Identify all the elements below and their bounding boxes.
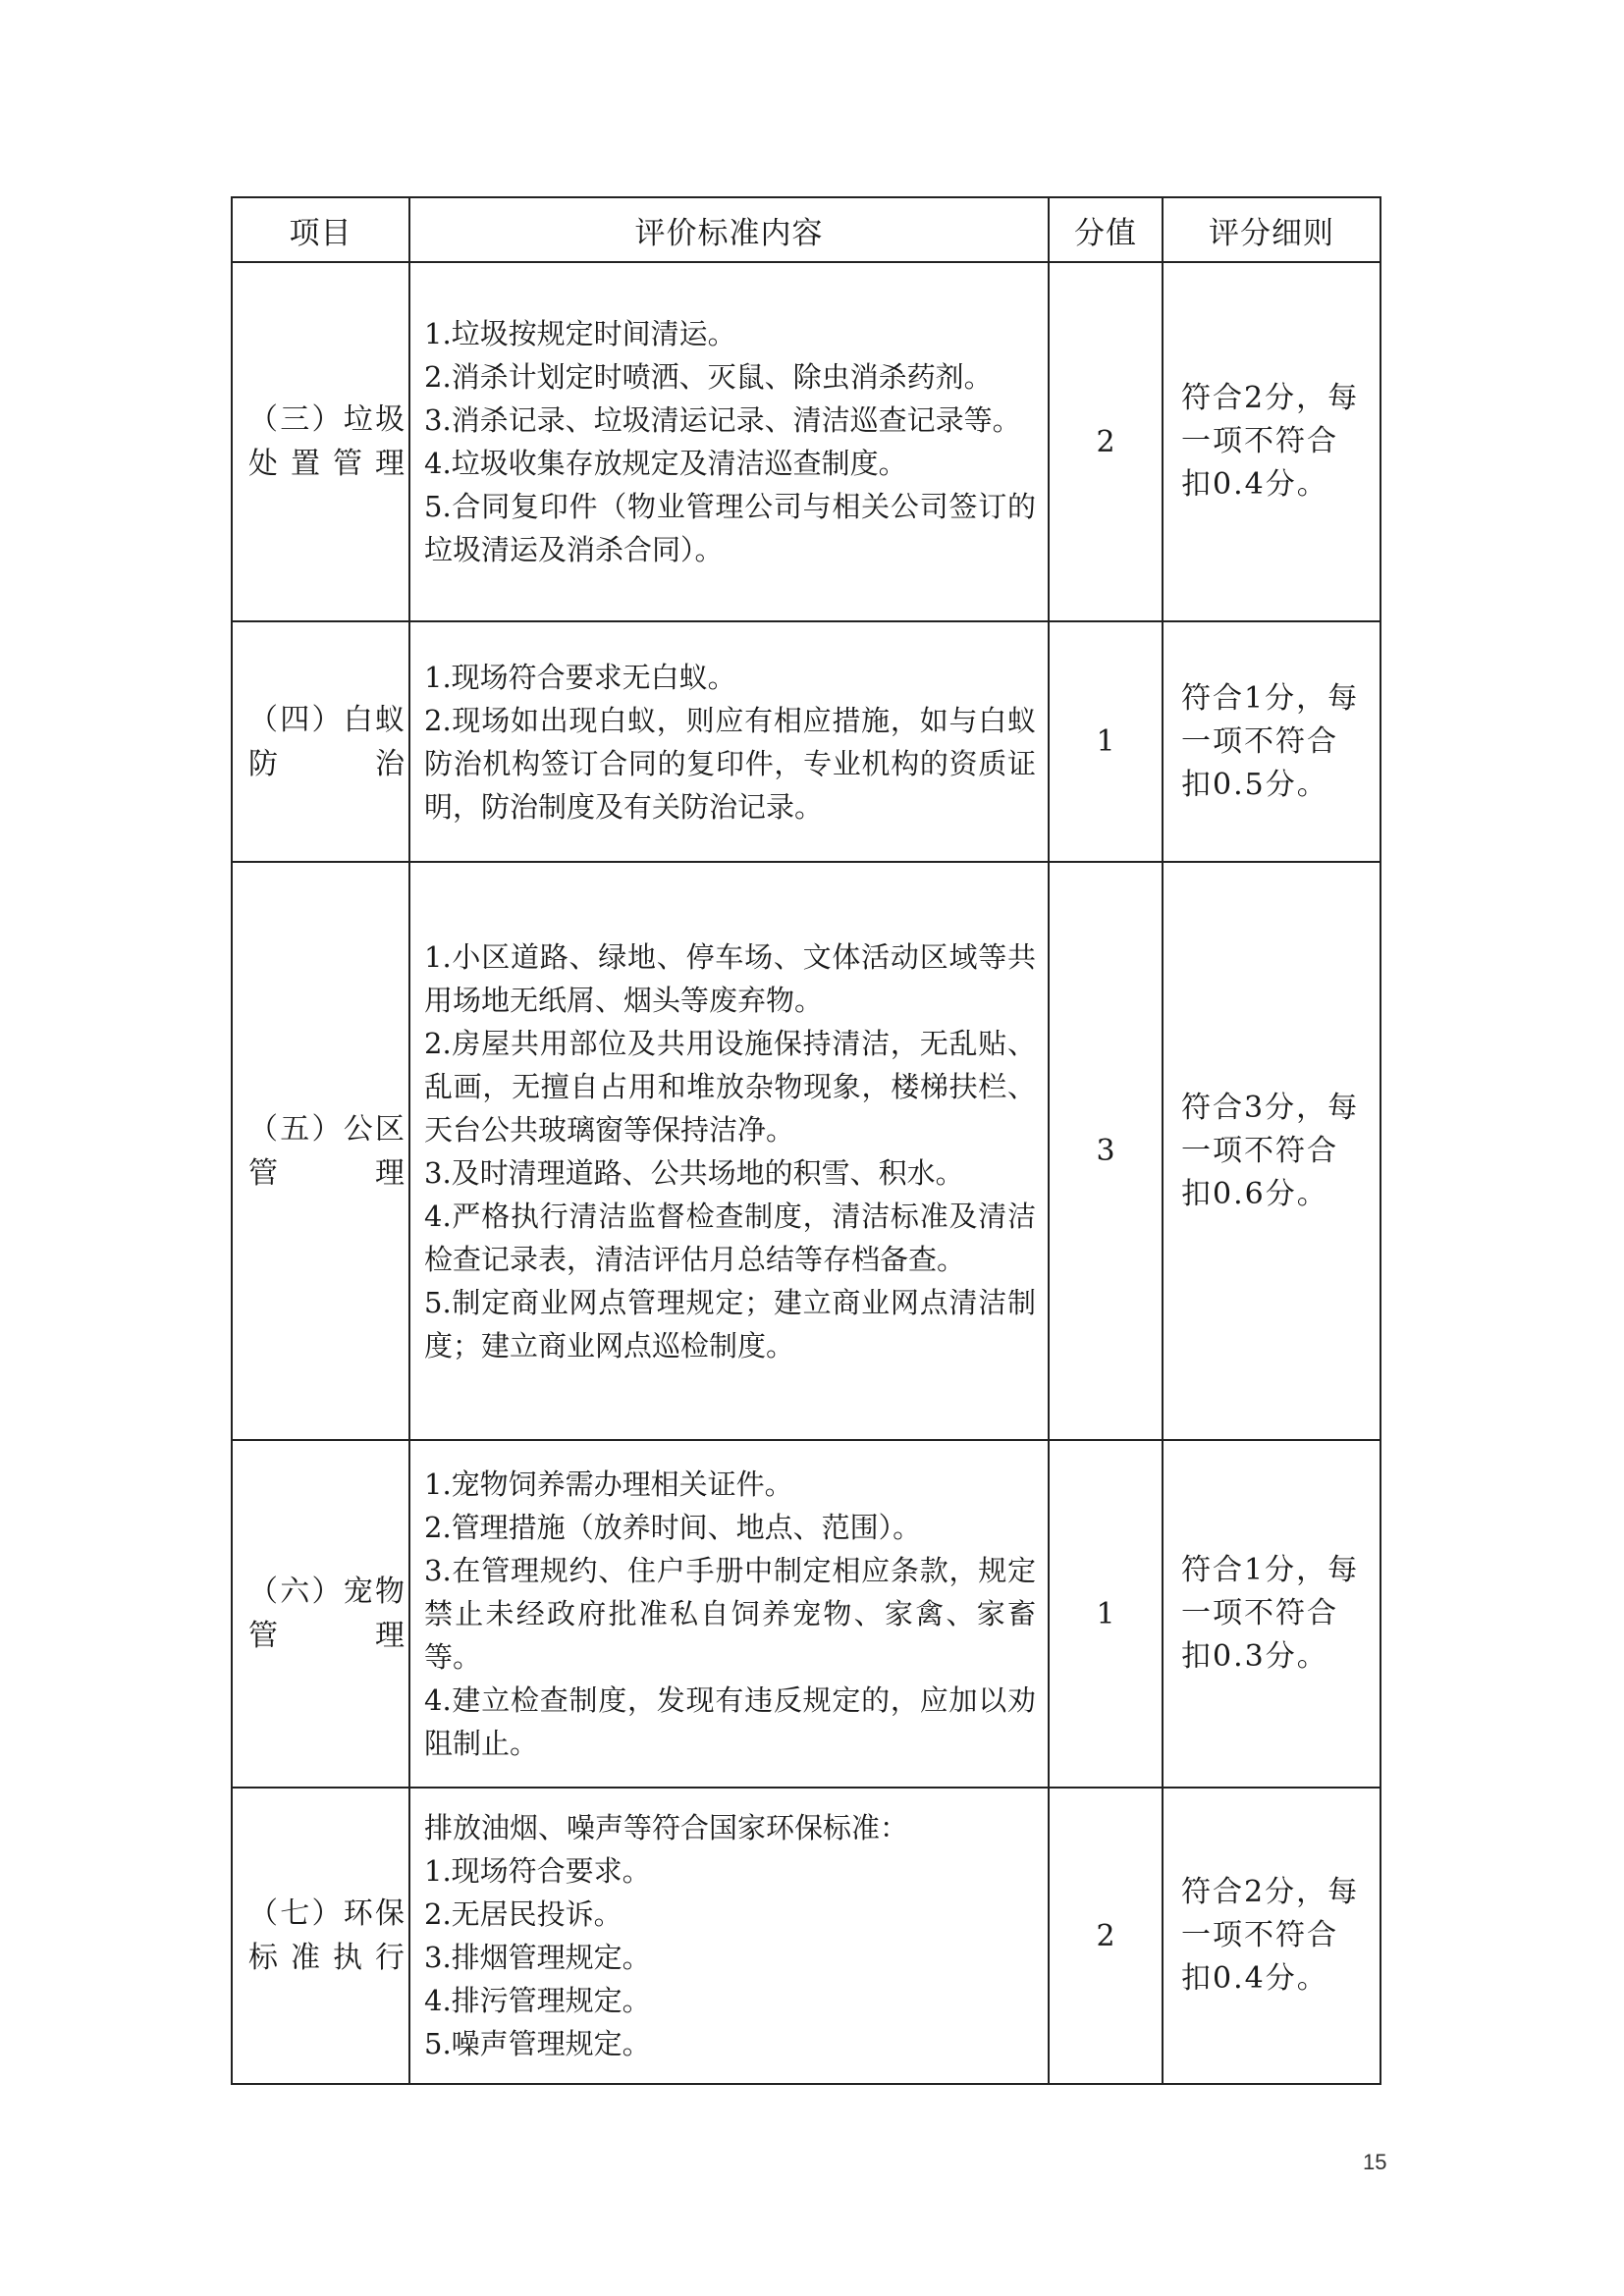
item-cell: [232, 1788, 409, 2084]
table-header-row: [232, 197, 1380, 262]
table-row: [232, 1440, 1380, 1788]
item-label: （四）白蚁防治: [248, 702, 405, 781]
content-cell: [409, 262, 1049, 621]
score-cell: 3: [1049, 862, 1163, 1440]
rule-cell: 符合2分，每一项不符合扣0.4分。: [1163, 1788, 1380, 2084]
page-number: 15: [1363, 2150, 1387, 2174]
item-cell: [232, 621, 409, 862]
rule-cell: 符合3分，每一项不符合扣0.6分。: [1163, 862, 1380, 1440]
content-line: 1.现场符合要求。: [424, 1854, 651, 1888]
header-item: 项目: [232, 197, 409, 262]
item-label: （五）公区管理: [248, 1111, 405, 1191]
header-rule: 评分细则: [1163, 197, 1380, 262]
table-row: [232, 862, 1380, 1440]
content-line: 2.消杀计划定时喷洒、灭鼠、除虫消杀药剂。: [424, 360, 993, 394]
header-content: 评价标准内容: [409, 197, 1049, 262]
rule-cell: 符合1分，每一项不符合扣0.3分。: [1163, 1440, 1380, 1788]
content-line: 排放油烟、噪声等符合国家环保标准：: [424, 1811, 909, 1844]
score-cell: 2: [1049, 262, 1163, 621]
content-line: 3.及时清理道路、公共场地的积雪、积水。: [424, 1155, 964, 1190]
content-line: 4.严格执行清洁监督检查制度，清洁标准及清洁检查记录表，清洁评估月总结等存档备查。: [424, 1199, 1036, 1276]
content-line: 2.无居民投诉。: [424, 1897, 623, 1931]
item-label: （七）环保标准执行: [248, 1896, 405, 1975]
content-line: 3.排烟管理规定。: [424, 1941, 651, 1974]
content-line: 5.噪声管理规定。: [424, 2027, 651, 2060]
item-cell: [232, 262, 409, 621]
content-cell: [409, 621, 1049, 862]
content-cell: [409, 862, 1049, 1440]
content-line: 4.建立检查制度，发现有违反规定的，应加以劝阻制止。: [424, 1683, 1036, 1760]
item-label: （三）垃圾处置管理: [248, 402, 405, 481]
content-line: 4.垃圾收集存放规定及清洁巡查制度。: [424, 447, 907, 480]
content-line: 5.合同复印件（物业管理公司与相关公司签订的垃圾清运及消杀合同）。: [424, 490, 1036, 566]
table-row: [232, 1788, 1380, 2084]
content-line: 2.房屋共用部位及共用设施保持清洁，无乱贴、乱画，无擅自占用和堆放杂物现象，楼梯扶栏、天台公共玻璃窗等保持洁净。: [424, 1026, 1036, 1147]
item-label: （六）宠物管理: [248, 1575, 405, 1653]
content-line: 1.现场符合要求无白蚁。: [424, 660, 736, 694]
score-cell: 1: [1049, 1440, 1163, 1788]
content-line: 1.垃圾按规定时间清运。: [424, 317, 736, 350]
evaluation-table: [231, 196, 1381, 2085]
header-score: 分值: [1049, 197, 1163, 262]
table-row: [232, 262, 1380, 621]
content-line: 2.现场如出现白蚁，则应有相应措施，如与白蚁防治机构签订合同的复印件，专业机构的资质证明，防治制度及有关防治记录。: [424, 703, 1036, 824]
content-line: 3.消杀记录、垃圾清运记录、清洁巡查记录等。: [424, 403, 1021, 437]
item-cell: [232, 1440, 409, 1788]
rule-cell: 符合1分，每一项不符合扣0.5分。: [1163, 621, 1380, 862]
score-cell: 1: [1049, 621, 1163, 862]
content-line: 2.管理措施（放养时间、地点、范围）。: [424, 1511, 922, 1544]
content-line: 1.宠物饲养需办理相关证件。: [424, 1468, 793, 1501]
content-cell: [409, 1440, 1049, 1788]
content-line: 5.制定商业网点管理规定；建立商业网点清洁制度；建立商业网点巡检制度。: [424, 1285, 1036, 1362]
score-cell: 2: [1049, 1788, 1163, 2084]
content-line: 4.排污管理规定。: [424, 1984, 651, 2017]
table-row: [232, 621, 1380, 862]
rule-cell: 符合2分，每一项不符合扣0.4分。: [1163, 262, 1380, 621]
content-line: 3.在管理规约、住户手册中制定相应条款，规定禁止未经政府批准私自饲养宠物、家禽、家畜等。: [424, 1554, 1036, 1674]
content-line: 1.小区道路、绿地、停车场、文体活动区域等共用场地无纸屑、烟头等废弃物。: [424, 939, 1036, 1017]
content-cell: [409, 1788, 1049, 2084]
item-cell: [232, 862, 409, 1440]
